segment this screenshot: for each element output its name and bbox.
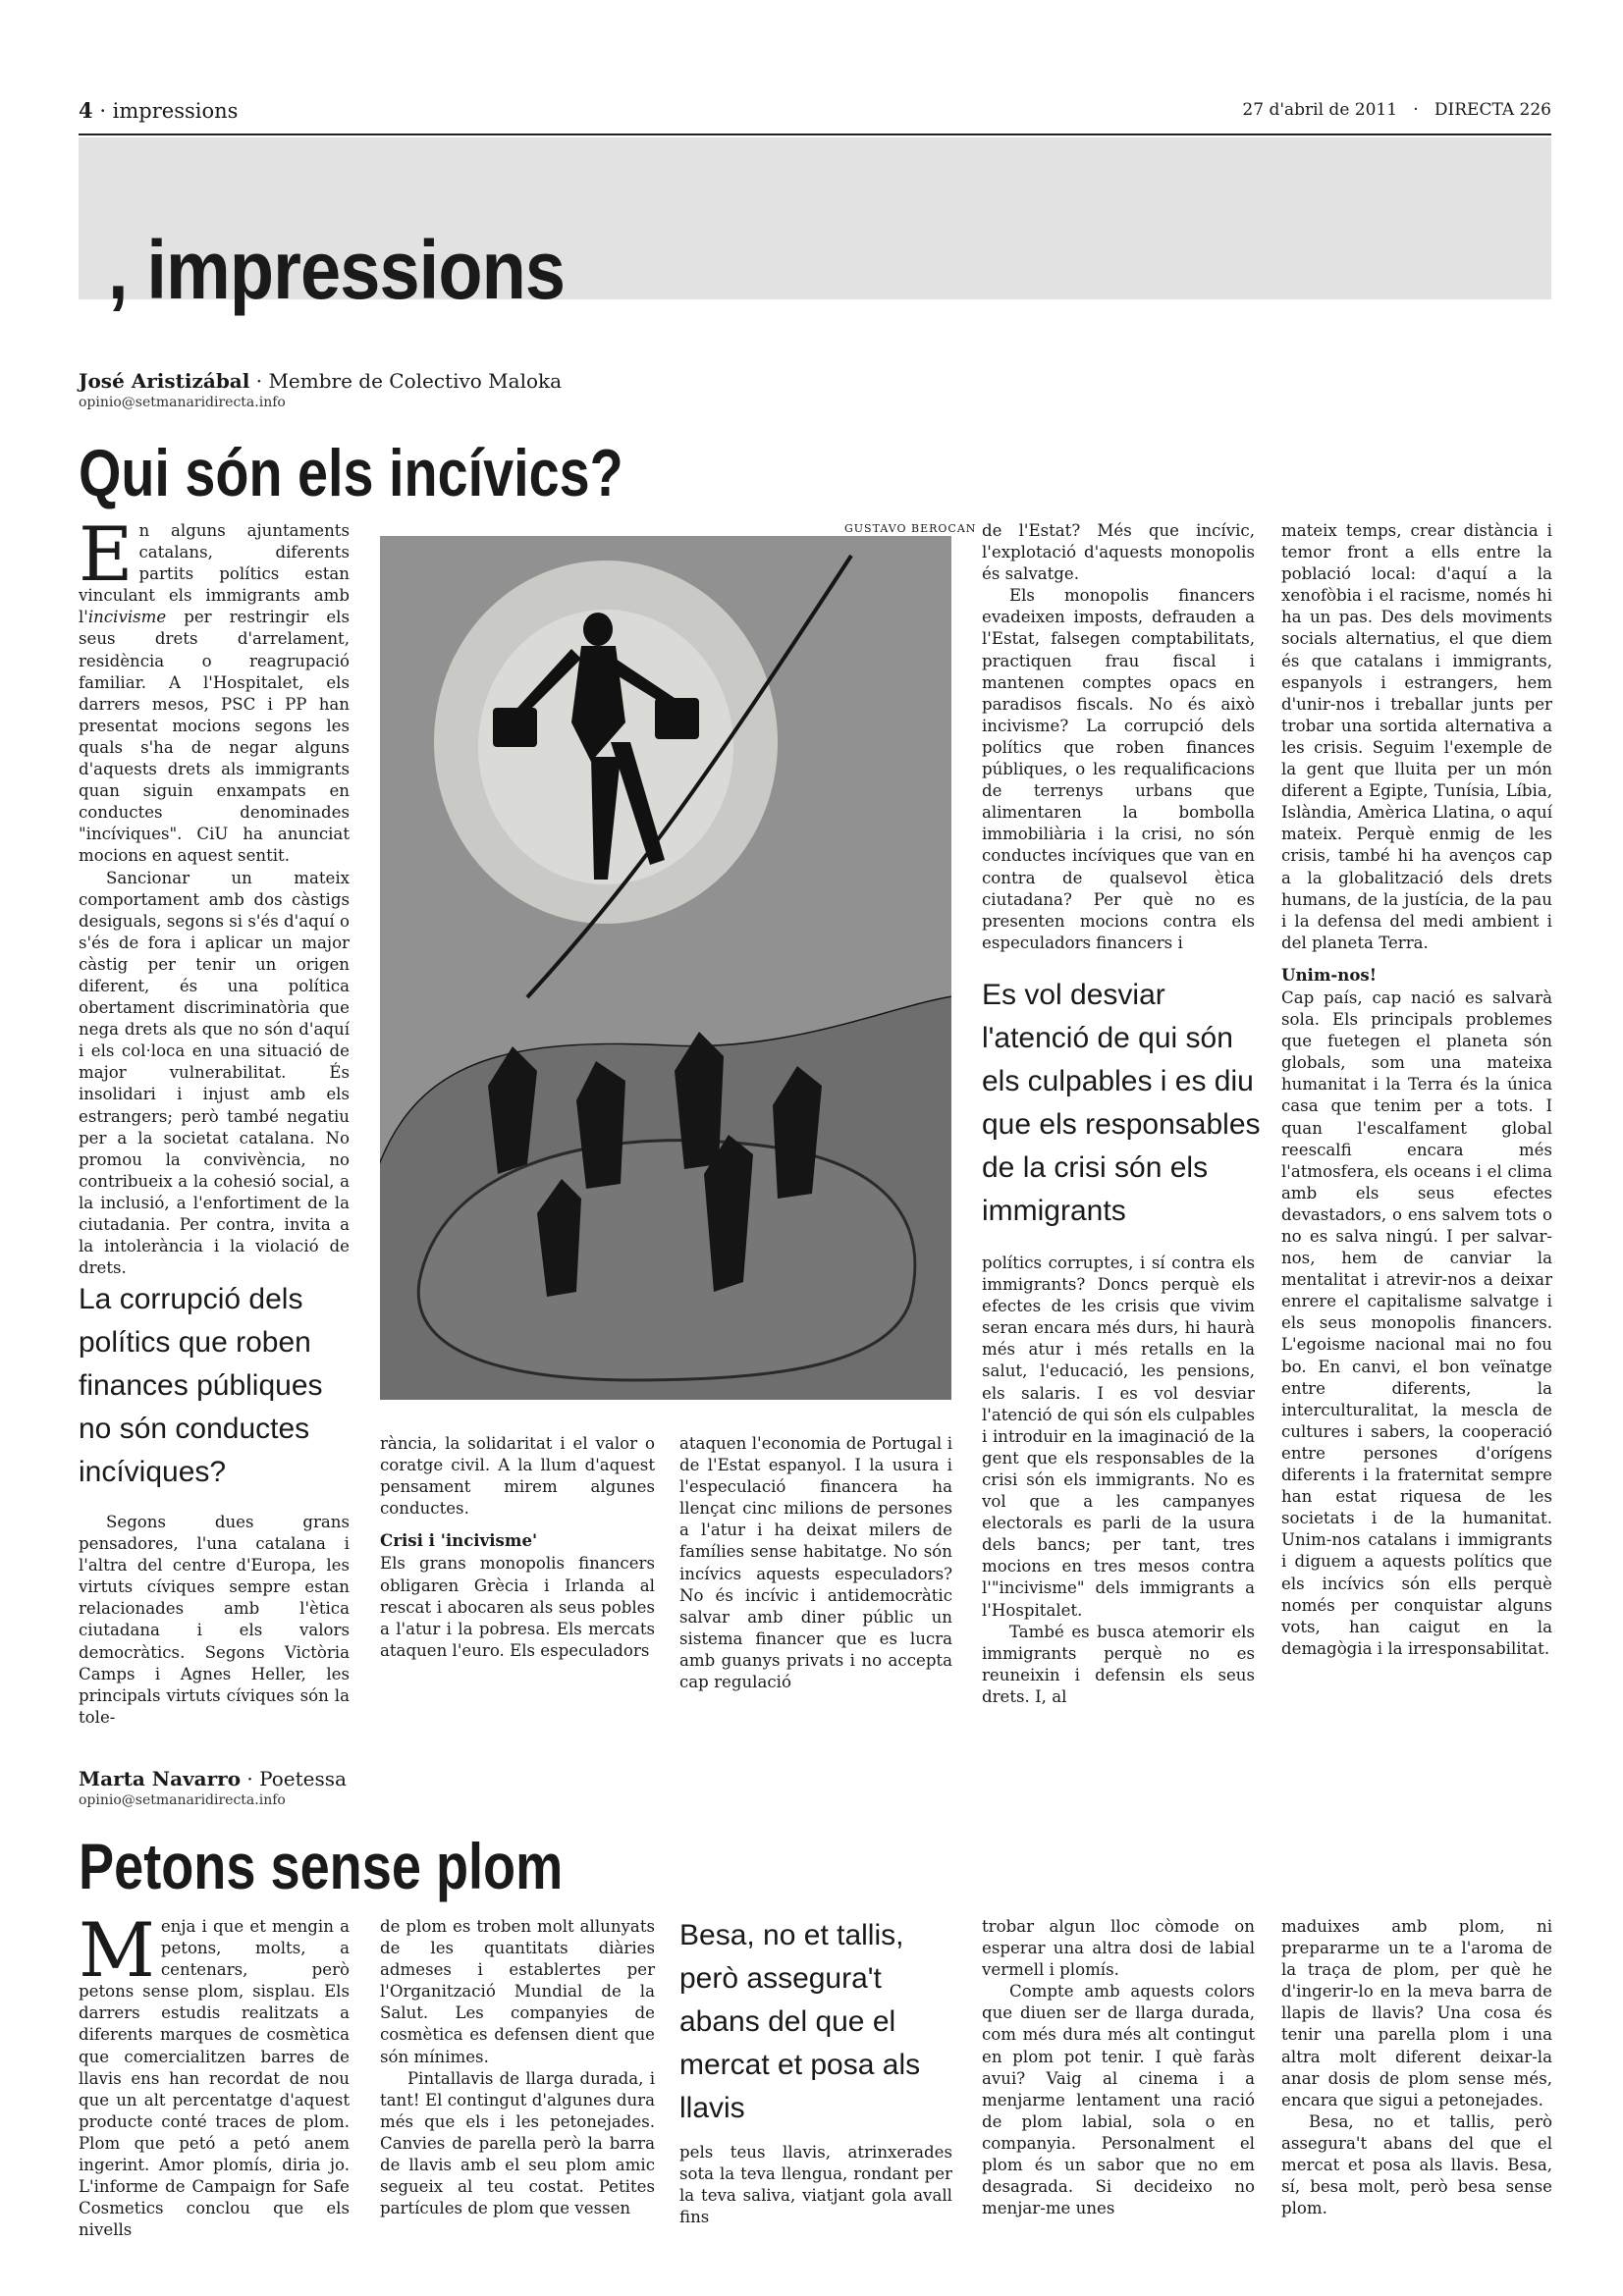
folio-separator: · — [99, 99, 113, 123]
article2-email: opinio@setmanaridirecta.info — [79, 1792, 286, 1808]
article1-text: per restringir els seus drets d'arrelament, residència o reagrupació familiar. A l'Hospitalet, els darrers mesos, PSC i PP han presentat mocions segons les quals s'ha de negar alguns d'aquests drets als immigrants quan siguin enxampats en conductes denominades "incíviques". CiU ha anunciat mocions en aquest sentit. — [79, 608, 350, 866]
article1-column-1 — [79, 510, 351, 1279]
article2-pull-quote: Besa, no et tallis, però assegura't abans del que el mercat et posa als llavis — [679, 1919, 921, 2124]
briefcase-left — [493, 708, 537, 747]
article1-paragraph: Segons dues grans pensadores, l'una catalana i l'altra del centre d'Europa, les virtuts cíviques sempre estan relacionades amb l'ètica ciutadana i els valors democràtics. Segons Victòria Camps i Agnes Heller, les principals virtuts cíviques són la tole- — [79, 1513, 350, 1727]
article1-column-4-continued — [982, 1253, 1255, 1708]
article2-title: Petons sense plom — [79, 1830, 564, 1902]
article2-column-4 — [982, 1916, 1255, 2219]
article1-column-2 — [380, 1433, 655, 1662]
article2-column-2 — [380, 1916, 655, 2219]
article1-title: Qui són els incívics? — [79, 436, 623, 510]
article1-paragraph: de l'Estat? Més que incívic, l'explotació d'aquests monopolis és salvatge. — [982, 521, 1255, 584]
article1-paragraph: mateix temps, crear distància i temor front a ells entre la població local: d'aquí a la xenofòbia i el racisme, només hi ha un pas. Des dels moviments socials alternatius, el que diem és que catalans i immigrants, espanyols i estrangers, hem d'unir-nos i treballar junts per trobar una sortida alternativa a les crisis. Seguim l'exemple de la gent que lluita per un món diferent a Egipte, Tunísia, Líbia, Islàndia, Amèrica Llatina, o aquí mateix. Perquè enmig de les crisis, també hi ha avenços cap a la globalització dels drets humans, de la justícia, de la pau i la defensa del medi ambient i del planeta Terra. — [1281, 521, 1552, 952]
article1-email: opinio@setmanaridirecta.info — [79, 395, 286, 410]
article2-paragraph: Pintallavis de llarga durada, i tant! El contingut d'algunes dura més que els i les petonejades. Canvies de parella però la barra de llavis amb el seu plom amic segueix al teu costat. Petites partícules de plom que vessen — [380, 2068, 655, 2218]
article1-paragraph: polítics corruptes, i sí contra els immigrants? Doncs perquè els efectes de les crisis que vivim seran encara més durs, hi haurà més atur i més retalls en la salut, l'educació, les pensions, els salaris. I es vol desviar l'atenció de qui són els culpables i introduir en la imaginació de la gent que els responsables de la crisi són els immigrants. No es vol que a les campanyes electorals es parli de la usura dels bancs; per tant, tres mocions en tres mesos contra l'"incivisme" dels immigrants a l'Hospitalet. — [982, 1254, 1255, 1620]
section-banner — [79, 137, 1551, 316]
byline-separator: · — [246, 1767, 260, 1790]
walker-head — [583, 613, 613, 646]
article2-role: Poetessa — [259, 1767, 347, 1790]
article2-dropcap: M — [79, 1906, 155, 1994]
article1-paragraph: Els grans monopolis financers obligaren Grècia i Irlanda al rescat i abocaren als seus pobles a l'atur i la pobresa. Els mercats ataquen l'euro. Els especuladors — [380, 1554, 655, 1660]
article1-paragraph — [79, 510, 350, 868]
article1-pull-quote-2: Es vol desviar l'atenció de qui són els culpables i es diu que els responsables de la crisi són els immigrants — [982, 979, 1261, 1227]
dateline — [1242, 100, 1551, 120]
article1-author: José Aristizábal — [79, 369, 250, 393]
article1-paragraph: Sancionar un mateix comportament amb dos càstigs desiguals, segons si s'és d'aquí o s'és de fora i aplicar un major càstig per tenir un origen diferent, és una política obertament discriminatòria que nega drets als que no són d'aquí i els col·loca en una situació de major vulnerabilitat. És insolidari i injust amb els estrangers; però també negatiu per a la societat catalana. No promou la convivència, no contribueix a la cohesió social, a la inclusió, a l'enfortiment de la ciutadania. Per contra, invita a la intolerància i la violació de drets. — [79, 868, 351, 1278]
page-number: 4 — [79, 98, 93, 123]
article1-byline — [79, 369, 562, 393]
article1-emphasis: incivisme — [87, 608, 167, 627]
article1-subhead-unim: Unim-nos! — [1281, 964, 1378, 985]
article2-paragraph: maduixes amb plom, ni prepararme un te a l'aroma de la traça de plom, per què he d'ingerir-lo en la meva barra de llapis de llavis? Una cosa és tenir una parella plom i una altra molt diferent deixar-la anar dosis de plom sense més, encara que sigui a petonejades. — [1281, 1917, 1552, 2109]
dateline-separator: · — [1402, 100, 1430, 120]
article2-column-5 — [1281, 1916, 1552, 2219]
article2-byline — [79, 1767, 347, 1790]
article2-paragraph: Compte amb aquests colors que diuen ser de llarga durada, com més dura més alt contingut en plom pot tenir. I què faràs avui? Vaig al cinema i a menjarme lentament una ració de plom labial, sola o en companyia. Personalment el plom és un sabor que no em desagrada. Si decideixo no menjar-me unes — [982, 1982, 1255, 2218]
article2-text: enja i que et mengin a petons, molts, a centenars, però petons sense plom, sisplau. Els darrers estudis realitzats a diferents marques de cosmètica que comercialitzen barres de llavis ens han recordat de nou que un alt percentatge d'aquest producte conté traces de plom. Plom que petó a petó anem ingerint. Amor plomís, diria jo. L'informe de Campaign for Safe Cosmetics conclou que els nivells — [79, 1917, 350, 2240]
folio-section: impressions — [112, 99, 239, 123]
briefcase-right — [655, 698, 699, 739]
article2-paragraph: pels teus llavis, atrinxerades sota la teva llengua, rondant per la teva saliva, viatjant gola avall fins — [679, 2143, 952, 2227]
illustration-tightrope-crocodiles — [380, 536, 951, 1400]
page-header — [79, 98, 1551, 135]
article2-author: Marta Navarro — [79, 1767, 242, 1790]
article1-paragraph: També es busca atemorir els immigrants perquè no es reuneixin i defensin els seus drets. I, al — [982, 1622, 1255, 1706]
byline-separator: · — [255, 369, 269, 393]
page-folio — [79, 98, 238, 123]
article2-column-1 — [79, 1906, 350, 2241]
article1-paragraph: Cap país, cap nació es salvarà sola. Els principals problemes que fuetegen el planeta són globals, som una mateixa humanitat i la Terra és la única casa que tenim per a tots. I quan l'escalfament global reescalfi encara més l'atmosfera, els oceans i el clima amb els seus efectes devastadors, o ens salvem tots o no es salva ningú. I per salvar-nos, hem de canviar la mentalitat i atrevir-nos a deixar enrere el capitalisme salvatge i els seus monopolis financers. L'egoisme nacional mai no fou bo. En canvi, el bon veïnatge entre diferents, la interculturalitat, la mescla de cultures i sabers, la cooperació entre persones d'orígens diferents i la fraternitat sempre han estat riquesa de les societats i de la humanitat. Unim-nos catalans i immigrants i diguem a aquests polítics que els incívics són ells perquè només per conquistar alguns vots, han caigut en la demagògia i la irresponsabilitat. — [1281, 988, 1552, 1658]
article2-paragraph: Besa, no et tallis, però assegura't abans del que el mercat et posa als llavis. Besa, sí, besa molt, però besa sense plom. — [1281, 2111, 1552, 2218]
article2-column-3 — [679, 2142, 952, 2228]
article2-paragraph — [79, 1906, 350, 2241]
section-title: , impressions — [108, 224, 566, 316]
article1-text: n alguns ajuntaments catalans, diferents partits polítics estan vinculant els immigrants amb l' — [79, 521, 350, 627]
article1-column-5 — [1281, 520, 1552, 1660]
article1-column-3 — [679, 1433, 952, 1693]
article2-paragraph: de plom es troben molt allunyats de les quantitats diàries admeses i establertes per l'Organització Mundial de la Salut. Les companyies de cosmètica es defensen dient que són mínimes. — [380, 1917, 655, 2066]
article1-paragraph: rància, la solidaritat i el valor o coratge civil. A la llum d'aquest pensament mirem algunes conductes. — [380, 1434, 655, 1519]
article1-pull-quote-1: La corrupció dels polítics que roben finances públiques no són conductes incíviques? — [79, 1283, 323, 1488]
article1-paragraph: ataquen l'economia de Portugal i de l'Estat espanyol. I la usura i l'especulació financera ha llençat cinc milions de persones a l'atur i ha deixat milers de famílies sense habitatge. No són incívics aquests especuladors? No és incívic i antidemocràtic salvar amb diner públic un sistema financer que es lucra amb guanys privats i no accepta cap regulació — [679, 1434, 952, 1692]
article2-paragraph: trobar algun lloc còmode on esperar una altra dosi de labial vermell i plomís. — [982, 1917, 1255, 1980]
photo-credit: GUSTAVO BEROCAN — [844, 522, 977, 535]
publication-name: DIRECTA 226 — [1434, 100, 1551, 120]
article1-role: Membre de Colectivo Maloka — [268, 369, 563, 393]
article1-subhead-crisi: Crisi i 'incivisme' — [380, 1530, 538, 1551]
article1-paragraph: Els monopolis financers evadeixen imposts, defrauden a l'Estat, falsegen comptabilitats, practiquen frau fiscal i mantenen comptes opacs en paradisos fiscals. No és això incivisme? La corrupció dels polítics que roben finances públiques, o les requalificacions de terrenys urbans que alimentaren la bombolla immobiliària i la crisi, no són conductes incíviques que van en contra de qualsevol ètica ciutadana? Per què no es presenten mocions contra els especuladors financers i — [982, 586, 1255, 952]
article1-dropcap: E — [79, 510, 134, 598]
issue-date: 27 d'abril de 2011 — [1242, 100, 1398, 120]
article1-column-1-continued — [79, 1512, 350, 1729]
article1-column-4 — [982, 520, 1255, 954]
